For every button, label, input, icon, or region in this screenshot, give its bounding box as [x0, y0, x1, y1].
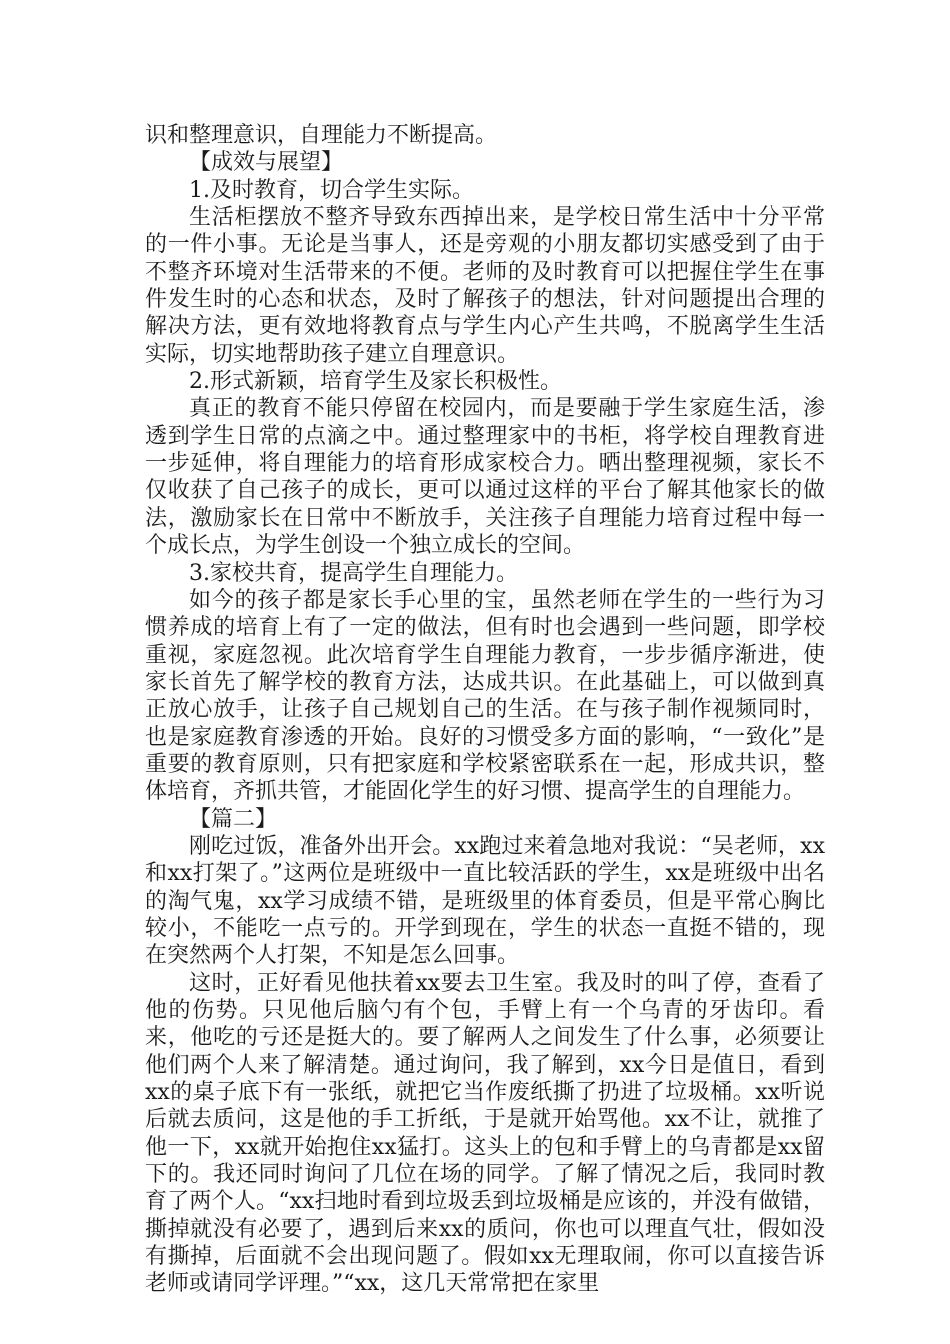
- paragraph-3: 如今的孩子都是家长手心里的宝，虽然老师在学生的一些行为习惯养成的培育上有了一定的做法，但有时也会遇到一些问题，即学校重视，家庭忽视。此次培育学生自理能力教育，一步步循序渐进，使家长首先了解学校的教育方法，达成共识。在此基础上，可以做到真正放心放手，让孩子自己规划自己的生活。在与孩子制作视频同时，也是家庭教育渗透的开始。良好的习惯受多方面的影响，“一致化”是重要的教育原则，只有把家庭和学校紧密联系在一起，形成共识，整体培育，齐抓共管，才能固化学生的好习惯、提高学生的自理能力。: [145, 587, 825, 805]
- paragraph-1: 生活柜摆放不整齐导致东西掉出来，是学校日常生活中十分平常的一件小事。无论是当事人，还是旁观的小朋友都切实感受到了由于不整齐环境对生活带来的不便。老师的及时教育可以把握住学生在事件发生时的心态和状态，及时了解孩子的想法，针对问题提出合理的解决方法，更有效地将教育点与学生内心产生共鸣，不脱离学生生活实际，切实地帮助孩子建立自理意识。: [145, 205, 825, 367]
- document-body: [145, 122, 825, 1298]
- paragraph-intro-fragment: 识和整理意识，自理能力不断提高。: [145, 123, 498, 148]
- section-heading-part-two: 【篇二】: [189, 806, 278, 832]
- paragraph-4: 刚吃过饭，准备外出开会。xx跑过来着急地对我说：“吴老师，xx和xx打架了。”这两位是班级中一直比较活跃的学生，xx是班级中出名的淘气鬼，xx学习成绩不错，是班级里的体育委员，但是平常心胸比较小，不能吃一点亏的。开学到现在，学生的状态一直挺不错的，现在突然两个人打架，不知是怎么回事。: [145, 833, 825, 969]
- section-heading-results: 【成效与展望】: [189, 150, 344, 176]
- subheading-3: 3.家校共育，提高学生自理能力。: [189, 560, 518, 586]
- subheading-2: 2.形式新颖，培育学生及家长积极性。: [189, 369, 562, 395]
- subheading-1: 1.及时教育，切合学生实际。: [189, 177, 474, 203]
- paragraph-5: 这时，正好看见他扶着xx要去卫生室。我及时的叫了停，查看了他的伤势。只见他后脑勺有个包，手臂上有一个乌青的牙齿印。看来，他吃的亏还是挺大的。要了解两人之间发生了什么事，必须要让他们两个人来了解清楚。通过询问，我了解到，xx今日是值日，看到xx的桌子底下有一张纸，就把它当作废纸撕了扔进了垃圾桶。xx听说后就去质问，这是他的手工折纸，于是就开始骂他。xx不让，就推了他一下，xx就开始抱住xx猛打。这头上的包和手臂上的乌青都是xx留下的。我还同时询问了几位在场的同学。了解了情况之后，我同时教育了两个人。“xx扫地时看到垃圾丢到垃圾桶是应该的，并没有做错，撕掉就没有必要了，遇到后来xx的质问，你也可以理直气壮，假如没有撕掉，后面就不会出现问题了。假如xx无理取闹，你可以直接告诉老师或请同学评理。”“xx，这几天常常把在家里: [145, 970, 825, 1297]
- paragraph-2: 真正的教育不能只停留在校园内，而是要融于学生家庭生活，渗透到学生日常的点滴之中。通过整理家中的书柜，将学校自理教育进一步延伸，将自理能力的培育形成家校合力。晒出整理视频，家长不仅收获了自己孩子的成长，更可以通过这样的平台了解其他家长的做法，激励家长在日常中不断放手，关注孩子自理能力培育过程中每一个成长点，为学生创设一个独立成长的空间。: [145, 396, 825, 559]
